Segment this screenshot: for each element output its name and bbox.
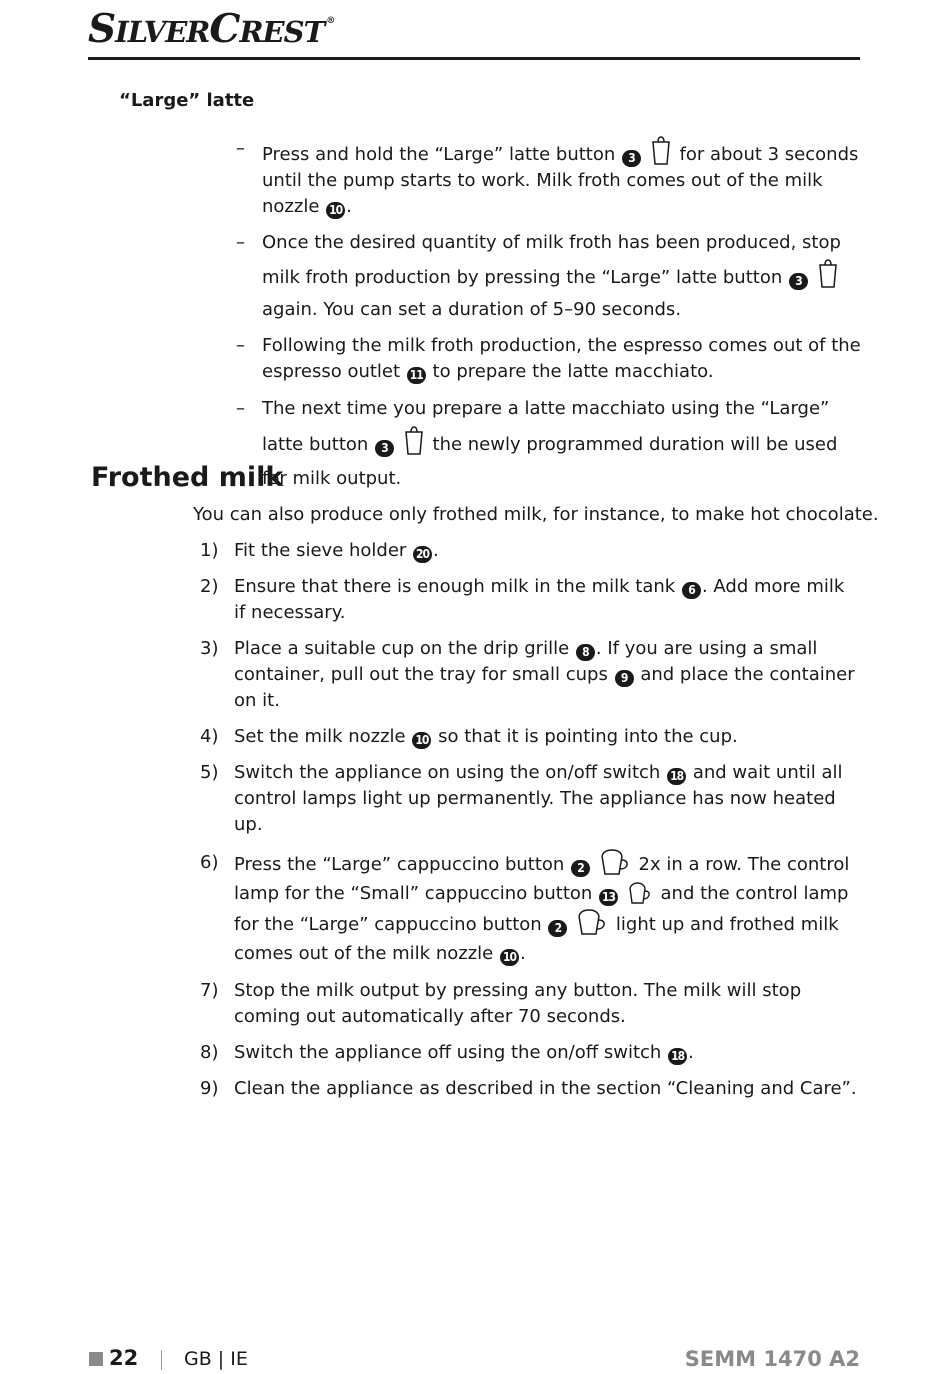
reference-number: 3: [789, 273, 808, 290]
reference-number: 10: [500, 949, 519, 966]
reference-number: 11: [407, 367, 426, 384]
list-item: 7) Stop the milk output by pressing any button. The milk will stop coming out automatically after 70 seconds.: [200, 980, 802, 1027]
latte-glass-icon: [650, 136, 672, 166]
reference-number: 3: [622, 150, 641, 167]
reference-number: 8: [576, 644, 595, 661]
list-item: 8) Switch the appliance off using the on/off switch 18 .: [200, 1042, 694, 1063]
cappuccino-cup-icon: [599, 848, 631, 876]
cappuccino-cup-icon: [576, 908, 608, 936]
list-item: 6) Press the “Large” cappuccino button 2 2x in a row. The control lamp for the “Small” cappuccino button 13 and the control lamp for the “Large” cappuccino button 2 light up and frothed milk comes out of the milk nozzle 10 .: [196, 848, 861, 968]
reference-number: 13: [599, 889, 618, 906]
cappuccino-cup-icon: [627, 881, 653, 905]
list-item: 5) Switch the appliance on using the on/off switch 18 and wait until all control lamps light up permanently. The appliance has now heated up.: [200, 762, 843, 835]
reference-number: 3: [375, 440, 394, 457]
list-item: 1) Fit the sieve holder 20 .: [200, 540, 439, 561]
model-number: SEMM 1470 A2: [684, 1347, 860, 1371]
list-item: – Press and hold the “Large” latte button 3 for about 3 seconds until the pump starts to work. Milk froth comes out of the milk nozzle 10 .: [236, 138, 859, 217]
latte-glass-icon: [403, 426, 425, 456]
list-item: – The next time you prepare a latte macchiato using the “Large” latte button 3 the newly programmed duration will be used for milk output.: [236, 398, 838, 489]
reference-number: 10: [412, 732, 431, 749]
brand-logo: SILVERCREST ®: [88, 6, 335, 52]
footer-square: [89, 1352, 103, 1366]
footer-divider: [161, 1350, 162, 1370]
reference-number: 18: [668, 1048, 687, 1065]
latte-instructions-list: [236, 136, 861, 503]
country-code: GB | IE: [184, 1348, 248, 1370]
latte-glass-icon: [817, 259, 839, 289]
section-title: Frothed milk: [91, 462, 284, 493]
reference-number: 20: [413, 546, 432, 563]
subsection-title: “Large” latte: [119, 90, 255, 111]
list-item: – Once the desired quantity of milk froth has been produced, stop milk froth production by pressing the “Large” latte button 3 again. You can set a duration of 5–90 seconds.: [236, 232, 841, 320]
list-item: – Following the milk froth production, the espresso comes out of the espresso outlet 11 to prepare the latte macchiato.: [236, 335, 861, 382]
page-number: 22: [109, 1346, 139, 1370]
reference-number: 2: [548, 920, 567, 937]
section-intro: You can also produce only frothed milk, for instance, to make hot chocolate.: [193, 504, 879, 525]
reference-number: 18: [667, 768, 686, 785]
reference-number: 10: [326, 202, 345, 219]
reference-number: 2: [571, 860, 590, 877]
list-item: 4) Set the milk nozzle 10 so that it is pointing into the cup.: [200, 726, 738, 747]
frothed-milk-steps: [196, 538, 861, 1112]
reference-number: 6: [682, 582, 701, 599]
list-item: 2) Ensure that there is enough milk in the milk tank 6 . Add more milk if necessary.: [200, 576, 845, 623]
header-rule: [88, 57, 860, 60]
list-item: 3) Place a suitable cup on the drip grille 8 . If you are using a small container, pull out the tray for small cups 9 and place the container on it.: [200, 638, 855, 711]
reference-number: 9: [615, 670, 634, 687]
list-item: 9) Clean the appliance as described in the section “Cleaning and Care”.: [200, 1078, 857, 1099]
